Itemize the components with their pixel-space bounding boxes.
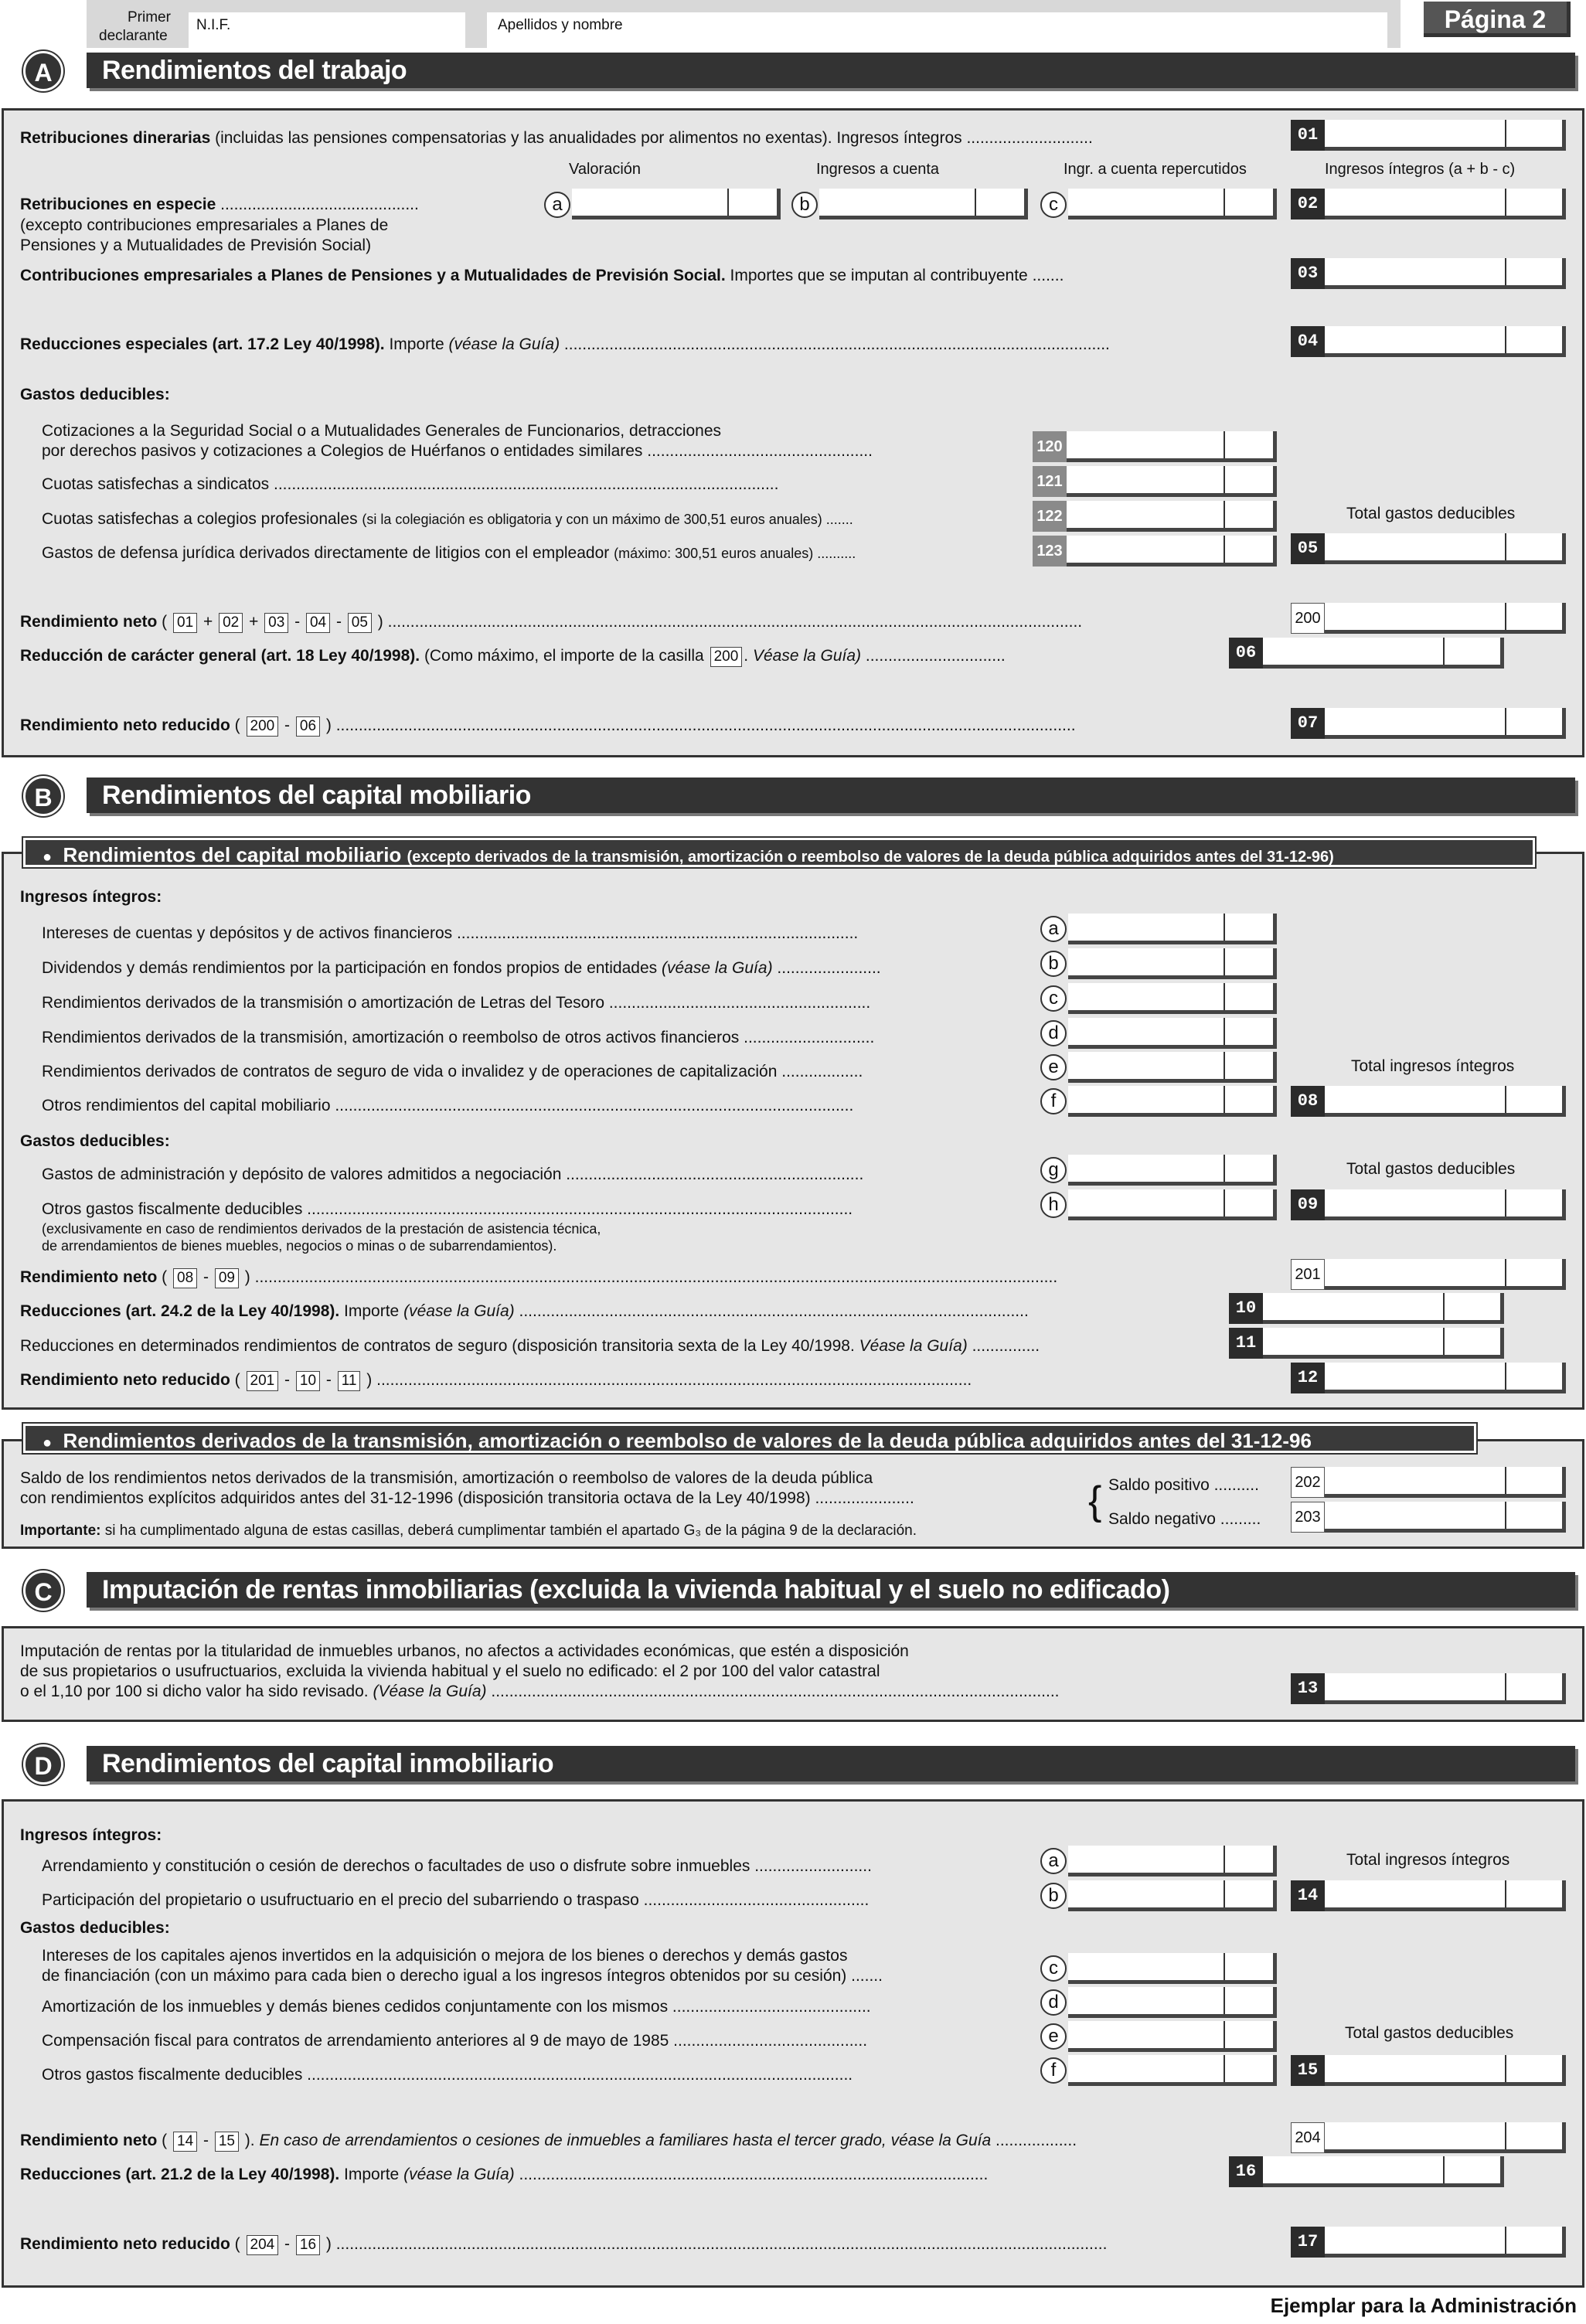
code-12: 12 [1291, 1363, 1325, 1393]
code-202: 202 [1291, 1467, 1325, 1498]
b-ingresos-title: Ingresos íntegros: [20, 888, 162, 906]
field-203[interactable] [1325, 1502, 1566, 1533]
code-16: 16 [1229, 2156, 1263, 2187]
field-02[interactable] [1325, 189, 1566, 219]
field-d-b[interactable] [1068, 1880, 1277, 1911]
section-b2-subheading: ● Rendimientos derivados de la transmisión, amortización o reembolso de valores de la deuda pública adquiridos antes del 31-12-96 [23, 1424, 1476, 1453]
c-l3: o el 1,10 por 100 si dicho valor ha sido revisado. (Véase la Guía) .............................................................................................................................. [20, 1683, 1060, 1700]
field-b-a[interactable] [1068, 914, 1277, 944]
field-d-e[interactable] [1068, 2021, 1277, 2052]
code-121: 121 [1033, 466, 1067, 497]
circle-d-d: d [1040, 1989, 1067, 2016]
field-06[interactable] [1263, 638, 1504, 669]
d-nr-label: Rendimiento neto reducido ( 204 - 16 ) ........................................................................................................................................................................... [20, 2234, 1107, 2255]
field-08[interactable] [1325, 1086, 1566, 1117]
circle-b-b: b [1040, 951, 1067, 977]
code-120: 120 [1033, 431, 1067, 462]
code-02: 02 [1291, 189, 1325, 219]
circle-b-h: h [1040, 1192, 1067, 1218]
d-gd: Amortización de los inmuebles y demás bienes cedidos conjuntamente con los mismos ............................................ [42, 1998, 871, 2016]
code-15: 15 [1291, 2055, 1325, 2086]
code-07: 07 [1291, 708, 1325, 739]
field-05[interactable] [1325, 533, 1566, 564]
circle-b-a: a [1040, 916, 1067, 942]
code-01: 01 [1291, 120, 1325, 151]
nombre-label: Apellidos y nombre [498, 17, 623, 33]
d-ia: Arrendamiento y constitución o cesión de derechos o facultades de uso o disfrute sobre inmuebles .......................... [42, 1857, 872, 1875]
field-d-a[interactable] [1068, 1846, 1277, 1877]
field-16[interactable] [1263, 2156, 1504, 2187]
field-10[interactable] [1263, 1293, 1504, 1324]
field-b-e[interactable] [1068, 1052, 1277, 1083]
field-b-d[interactable] [1068, 1018, 1277, 1049]
circle-b-f: f [1040, 1088, 1067, 1114]
declarante-label: declarante [99, 28, 168, 44]
b-r11-label: Reducciones en determinados rendimientos de contratos de seguro (disposición transitoria sexta de la Ley 40/1998. Véase la Guía) ............... [20, 1337, 1040, 1355]
d-total-gastos-label: Total gastos deducibles [1345, 2024, 1514, 2042]
circle-d-b: b [1040, 1883, 1067, 1909]
field-b-g[interactable] [1068, 1155, 1277, 1186]
code-13: 13 [1291, 1673, 1325, 1704]
b-ie: Rendimientos derivados de contratos de seguro de vida o invalidez y de operaciones de capitalización .................. [42, 1063, 863, 1080]
b-ib: Dividendos y demás rendimientos por la participación en fondos propios de entidades (véase la Guía) ....................... [42, 959, 881, 977]
b-saldo-positivo: Saldo positivo .......... [1108, 1476, 1259, 1494]
b-id: Rendimientos derivados de la transmisión, amortización o reembolso de otros activos financieros ............................. [42, 1029, 875, 1046]
field-202[interactable] [1325, 1467, 1566, 1498]
a-r03-label: Contribuciones empresariales a Planes de Pensiones y a Mutualidades de Previsión Social. Importes que se imputan al contribuyente ....... [20, 267, 1064, 284]
b-total-ingresos-label: Total ingresos íntegros [1351, 1057, 1515, 1075]
b-gh: Otros gastos fiscalmente deducibles ......................................................................................................................... [42, 1200, 853, 1218]
field-b-f[interactable] [1068, 1086, 1277, 1117]
b-total-gastos-label: Total gastos deducibles [1346, 1160, 1516, 1178]
circle-b: b [791, 192, 818, 218]
code-17: 17 [1291, 2227, 1325, 2258]
field-09[interactable] [1325, 1189, 1566, 1220]
page-number: Página 2 [1424, 2, 1571, 37]
field-13[interactable] [1325, 1673, 1566, 1704]
a-r04-label: Reducciones especiales (art. 17.2 Ley 40/1998). Importe (véase la Guía) ......................................................................................................................... [20, 335, 1110, 353]
field-11[interactable] [1263, 1328, 1504, 1359]
circle-a: a [544, 192, 570, 218]
field-204[interactable] [1325, 2122, 1566, 2153]
circle-d-e: e [1040, 2023, 1067, 2050]
field-b-c[interactable] [1068, 983, 1277, 1014]
b-importante: Importante: si ha cumplimentado alguna de estas casillas, deberá cumplimentar también el apartado G₃ de la página 9 de la declaración. [20, 1523, 917, 1539]
section-b-title: Rendimientos del capital mobiliario [87, 778, 1575, 813]
d-gc-l1: Intereses de los capitales ajenos invertidos en la adquisición o mejora de los bienes o derechos y demás gastos [42, 1947, 848, 1965]
a-r02-l2: (excepto contribuciones empresariales a Planes de [20, 216, 389, 234]
b-gg: Gastos de administración y depósito de valores admitidos a negociación .................................................................. [42, 1165, 864, 1183]
code-204: 204 [1291, 2122, 1325, 2153]
section-b1-subheading: ● Rendimientos del capital mobiliario (excepto derivados de la transmisión, amortización o reembolso de valores de la deuda pública adquiridos antes del 31-12-96) [23, 838, 1535, 867]
circle-b-e: e [1040, 1054, 1067, 1080]
primer-label: Primer [128, 9, 171, 26]
code-05: 05 [1291, 533, 1325, 564]
b-r10-label: Reducciones (art. 24.2 de la Ley 40/1998). Importe (véase la Guía) ................................................................................................................. [20, 1302, 1029, 1320]
saldo-brace: { [1088, 1478, 1102, 1523]
a-neto-label: Rendimiento neto ( 01 + 02 + 03 - 04 - 05 ) .......................................................................................................................................................... [20, 612, 1082, 633]
field-b-b[interactable] [1068, 948, 1277, 979]
a-total-gastos-label: Total gastos deducibles [1346, 505, 1516, 522]
d-ge: Compensación fiscal para contratos de arrendamiento anteriores al 9 de mayo de 1985 ........................................... [42, 2032, 868, 2050]
a-g120-l1: Cotizaciones a la Seguridad Social o a Mutualidades Generales de Funcionarios, detracciones [42, 422, 722, 440]
d-r16-label: Reducciones (art. 21.2 de la Ley 40/1998). Importe (véase la Guía) ........................................................................................................ [20, 2166, 989, 2183]
code-201: 201 [1291, 1259, 1325, 1290]
a-gastos-title: Gastos deducibles: [20, 386, 170, 403]
d-neto-label: Rendimiento neto ( 14 - 15 ). En caso de arrendamientos o cesiones de inmuebles a familiares hasta el tercer grado, véase la Guía .................. [20, 2131, 1077, 2152]
b-if: Otros rendimientos del capital mobiliario ................................................................................................................... [42, 1097, 854, 1114]
b-saldo-l1: Saldo de los rendimientos netos derivados de la transmisión, amortización o reembolso de valores de la deuda pública [20, 1469, 873, 1487]
code-11: 11 [1229, 1328, 1263, 1359]
col-ingresos-cuenta: Ingresos a cuenta [816, 161, 939, 178]
circle-d-c: c [1040, 1955, 1067, 1982]
field-200[interactable] [1325, 603, 1566, 634]
field-122[interactable] [1067, 501, 1277, 532]
c-l1: Imputación de rentas por la titularidad de inmuebles urbanos, no afectos a actividades económicas, que estén a disposición [20, 1642, 909, 1660]
circle-d-a: a [1040, 1848, 1067, 1874]
section-d-title: Rendimientos del capital inmobiliario [87, 1746, 1575, 1781]
d-gastos-title: Gastos deducibles: [20, 1919, 170, 1937]
code-04: 04 [1291, 326, 1325, 357]
field-12[interactable] [1325, 1363, 1566, 1393]
b-saldo-l2: con rendimientos explícitos adquiridos antes del 31-12-1996 (disposición transitoria octava de la Ley 40/1998) ...................... [20, 1489, 914, 1507]
circle-c: c [1040, 192, 1067, 218]
section-c-title: Imputación de rentas inmobiliarias (excluida la vivienda habitual y el suelo no edificado) [87, 1572, 1575, 1608]
a-g121: Cuotas satisfechas a sindicatos ................................................................................................................ [42, 475, 779, 493]
col-valoracion: Valoración [569, 161, 642, 178]
d-ingresos-title: Ingresos íntegros: [20, 1826, 162, 1844]
a-r01-label: Retribuciones dinerarias (incluidas las pensiones compensatorias y las anualidades por alimentos no exentas). Ingresos íntegros ............................ [20, 129, 1093, 147]
field-d-f[interactable] [1068, 2055, 1277, 2086]
code-10: 10 [1229, 1293, 1263, 1324]
circle-d-f: f [1040, 2057, 1067, 2084]
a-g122: Cuotas satisfechas a colegios profesionales (si la colegiación es obligatoria y con un máximo de 300,51 euros anuales) ....... [42, 510, 853, 528]
a-r02-label: Retribuciones en especie ............................................ [20, 196, 419, 213]
circle-b-c: c [1040, 985, 1067, 1012]
b-gastos-title: Gastos deducibles: [20, 1132, 170, 1150]
code-06: 06 [1229, 638, 1263, 669]
field-07[interactable] [1325, 708, 1566, 739]
a-nr-label: Rendimiento neto reducido ( 200 - 06 ) .................................................................................................................................................................... [20, 716, 1076, 737]
code-09: 09 [1291, 1189, 1325, 1220]
section-d-badge: D [23, 1744, 63, 1785]
d-ib: Participación del propietario o usufructuario en el precio del subarriendo o traspaso .................................................. [42, 1891, 870, 1909]
field-15[interactable] [1325, 2055, 1566, 2086]
section-c-badge: C [23, 1570, 63, 1611]
field-02c[interactable] [1068, 189, 1277, 219]
code-03: 03 [1291, 258, 1325, 289]
code-203: 203 [1291, 1502, 1325, 1533]
section-b-badge: B [23, 776, 63, 816]
field-04[interactable] [1325, 326, 1566, 357]
section-a-title: Rendimientos del trabajo [87, 53, 1575, 88]
b-neto-label: Rendimiento neto ( 08 - 09 ) .................................................................................................................................................................................. [20, 1267, 1057, 1288]
d-gc-l2: de financiación (con un máximo para cada bien o derecho igual a los ingresos íntegros obtenidos por su cesión) ....... [42, 1967, 883, 1985]
b-ia: Intereses de cuentas y depósitos y de activos financieros ......................................................................................... [42, 924, 859, 942]
code-200: 200 [1291, 603, 1325, 634]
field-d-c[interactable] [1068, 1953, 1277, 1984]
field-201[interactable] [1325, 1259, 1566, 1290]
field-01[interactable] [1325, 120, 1566, 151]
d-gf: Otros gastos fiscalmente deducibles ......................................................................................................................... [42, 2066, 853, 2084]
field-b-h[interactable] [1068, 1189, 1277, 1220]
field-120[interactable] [1067, 431, 1277, 462]
field-14[interactable] [1325, 1880, 1566, 1911]
col-integros: Ingresos íntegros (a + b - c) [1325, 161, 1516, 178]
b-ic: Rendimientos derivados de la transmisión o amortización de Letras del Tesoro .......................................................... [42, 994, 871, 1012]
code-14: 14 [1291, 1880, 1325, 1911]
field-17[interactable] [1325, 2227, 1566, 2258]
section-a-badge: A [23, 51, 63, 91]
circle-b-g: g [1040, 1157, 1067, 1183]
code-122: 122 [1033, 501, 1067, 532]
nif-label: N.I.F. [196, 17, 231, 33]
field-121[interactable] [1067, 466, 1277, 497]
a-r02-l3: Pensiones y a Mutualidades de Previsión Social) [20, 236, 372, 254]
code-08: 08 [1291, 1086, 1325, 1117]
c-l2: de sus propietarios o usufructuarios, excluida la vivienda habitual y el suelo no edificado: el 2 por 100 del valor catastral [20, 1662, 880, 1680]
b-saldo-negativo: Saldo negativo ......... [1108, 1510, 1261, 1528]
b-nr-label: Rendimiento neto reducido ( 201 - 10 - 11 ) .................................................................................................................................... [20, 1370, 972, 1391]
field-d-d[interactable] [1068, 1987, 1277, 2018]
footer-ejemplar: Ejemplar para la Administración [1270, 2294, 1577, 2317]
d-total-ingresos-label: Total ingresos íntegros [1346, 1851, 1510, 1869]
field-02b[interactable] [819, 189, 1028, 219]
field-02a[interactable] [572, 189, 781, 219]
col-repercutidos: Ingr. a cuenta repercutidos [1064, 161, 1247, 178]
a-red-label: Reducción de carácter general (art. 18 Ley 40/1998). (Como máximo, el importe de la casilla 200 . Véase la Guía) ............................... [20, 646, 1006, 667]
a-g123: Gastos de defensa jurídica derivados directamente de litigios con el empleador (máximo: 300,51 euros anuales) .......... [42, 544, 856, 562]
field-03[interactable] [1325, 258, 1566, 289]
a-g120-l2: por derechos pasivos y cotizaciones a Colegios de Huérfanos o entidades similares .................................................. [42, 442, 873, 460]
code-123: 123 [1033, 536, 1067, 567]
circle-b-d: d [1040, 1020, 1067, 1046]
b-gh3: de arrendamientos de bienes muebles, negocios o minas o de subarrendamientos). [42, 1238, 557, 1254]
field-123[interactable] [1067, 536, 1277, 567]
b-gh2: (exclusivamente en caso de rendimientos derivados de la prestación de asistencia técnica, [42, 1221, 601, 1237]
